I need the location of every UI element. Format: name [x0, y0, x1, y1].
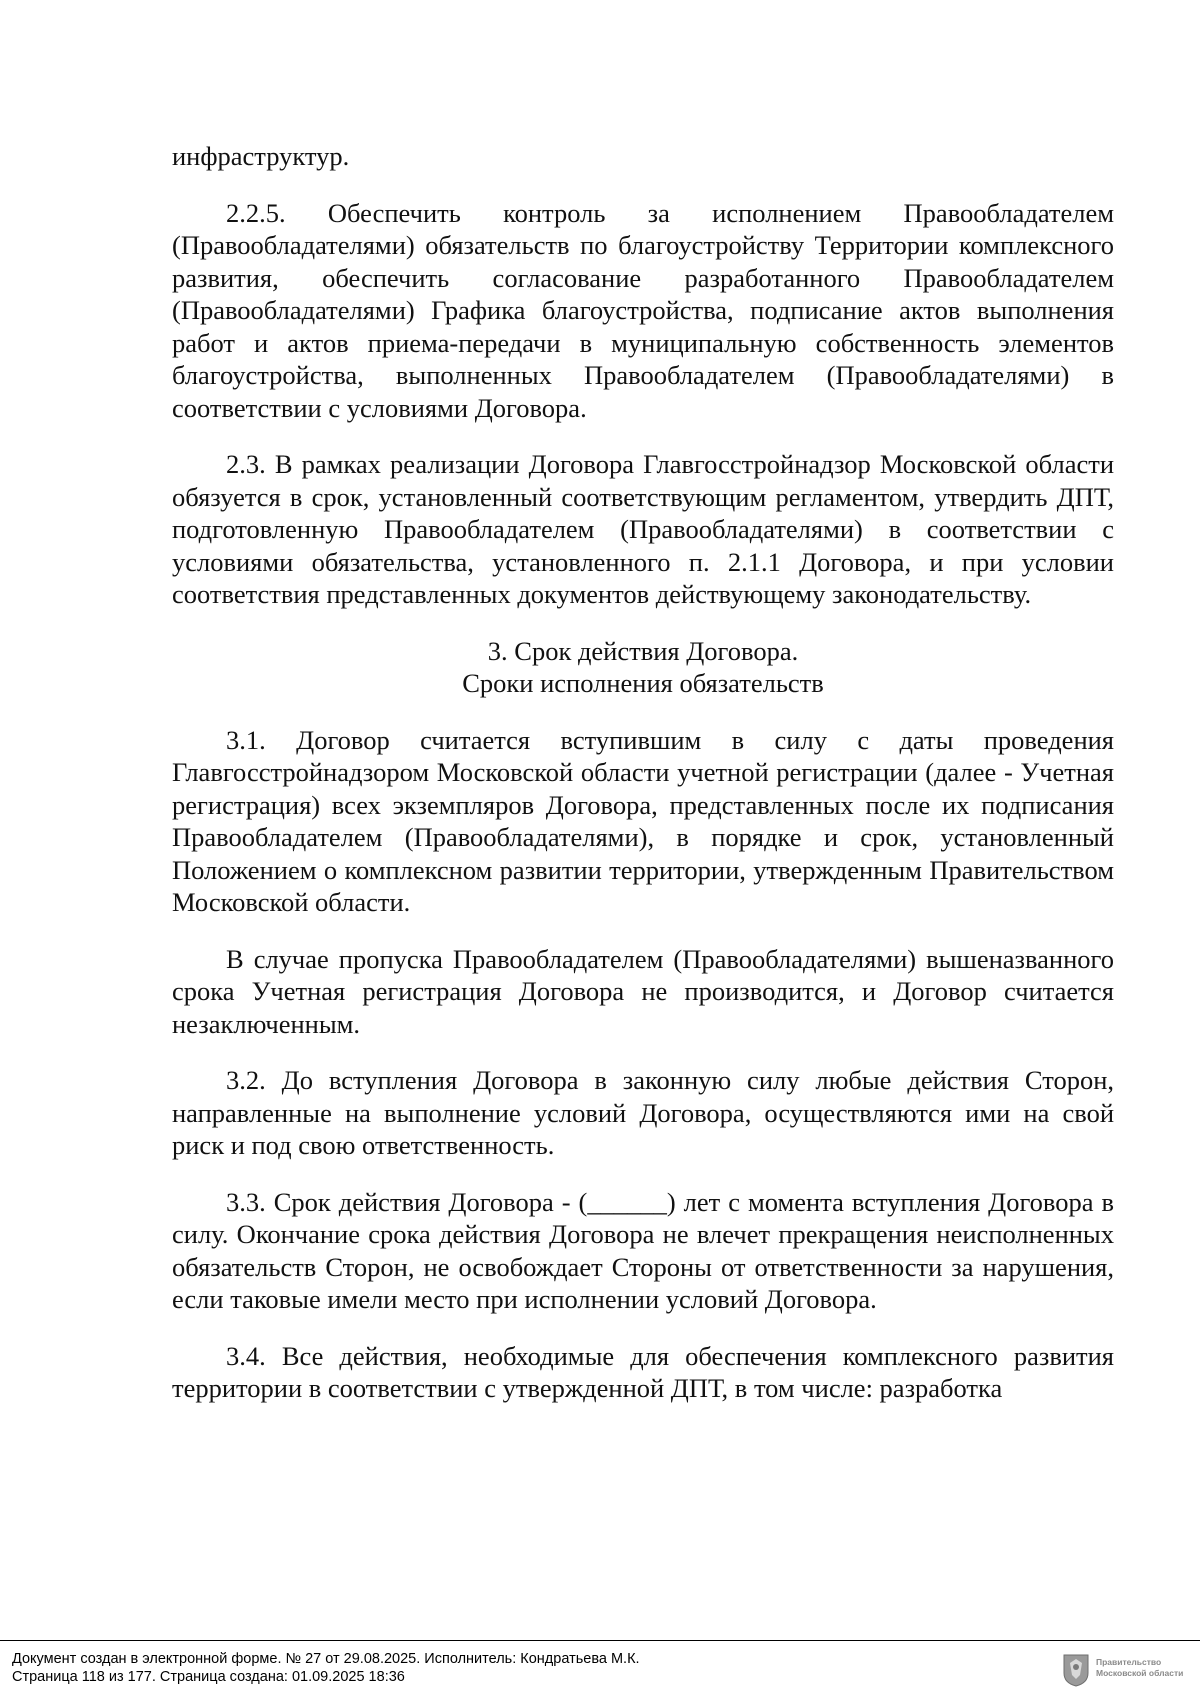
paragraph-3-1: 3.1. Договор считается вступившим в силу с даты проведения Главгосстройнадзором Московской области учетной регистрации (далее - Учетная регистрация) всех экземпляров Договора, представленных после их подписания Правообладателем (Правообладателями), в порядке и срок, установленный Положением о комплексном развитии территории, утвержденным Правительством Московской области.: [172, 724, 1114, 917]
paragraph-2-2-5: 2.2.5. Обеспечить контроль за исполнением Правообладателем (Правообладателями) обязательств по благоустройству Территории комплексного развития, обеспечить согласование разработанного Правообладателем (Правообладателями) Графика благоустройства, подписание актов выполнения работ и актов приема-передачи в муниципальную собственность элементов благоустройства, выполненных Правообладателем (Правообладателями) в соответствии с условиями Договора.: [172, 197, 1114, 423]
paragraph-3-3: 3.3. Срок действия Договора - (______) лет с момента вступления Договора в силу. Окончание срока действия Договора не влечет прекращения неисполненных обязательств Сторон, не освобождает Стороны от ответственности за нарушения, если таковые имели место при исполнении условий Договора.: [172, 1186, 1114, 1314]
section-heading-line2: Сроки исполнения обязательств: [462, 668, 824, 698]
footer-line-2: Страница 118 из 177. Страница создана: 01.09.2025 18:36: [12, 1669, 405, 1685]
paragraph-3-1-note: В случае пропуска Правообладателем (Правообладателями) вышеназванного срока Учетная регистрация Договора не производится, и Договор считается незаключенным.: [172, 943, 1114, 1039]
government-logo: [1062, 1649, 1192, 1693]
paragraph-3-4: 3.4. Все действия, необходимые для обеспечения комплексного развития территории в соответствии с утвержденной ДПТ, в том числе: разработка: [172, 1340, 1114, 1403]
logo-caption-line1: Правительство: [1096, 1657, 1162, 1667]
section-heading-line1: 3. Срок действия Договора.: [487, 635, 799, 666]
logo-caption-line2: Московской области: [1096, 1668, 1184, 1678]
footer-info: [12, 1650, 640, 1686]
section-heading-3: [172, 635, 1114, 700]
coat-of-arms-icon: [1062, 1653, 1090, 1687]
paragraph-3-2: 3.2. До вступления Договора в законную силу любые действия Сторон, направленные на выполнение условий Договора, осуществляются ими на свой риск и под свою ответственность.: [172, 1065, 1114, 1160]
footer-line-1: Документ создан в электронной форме. № 27 от 29.08.2025. Исполнитель: Кондратьева М.К.: [12, 1651, 640, 1667]
paragraph-continuation: инфраструктур.: [172, 141, 350, 171]
logo-caption: [1096, 1657, 1183, 1679]
document-body: [172, 140, 1114, 1405]
document-footer: [0, 1640, 1200, 1699]
paragraph-2-3: 2.3. В рамках реализации Договора Главгосстройнадзор Московской области обязуется в срок, установленный соответствующим регламентом, утвердить ДПТ, подготовленную Правообладателем (Правообладателями) в соответствии с условиями обязательства, установленного п. 2.1.1 Договора, и при условии соответствия представленных документов действующему законодательству.: [172, 449, 1114, 609]
